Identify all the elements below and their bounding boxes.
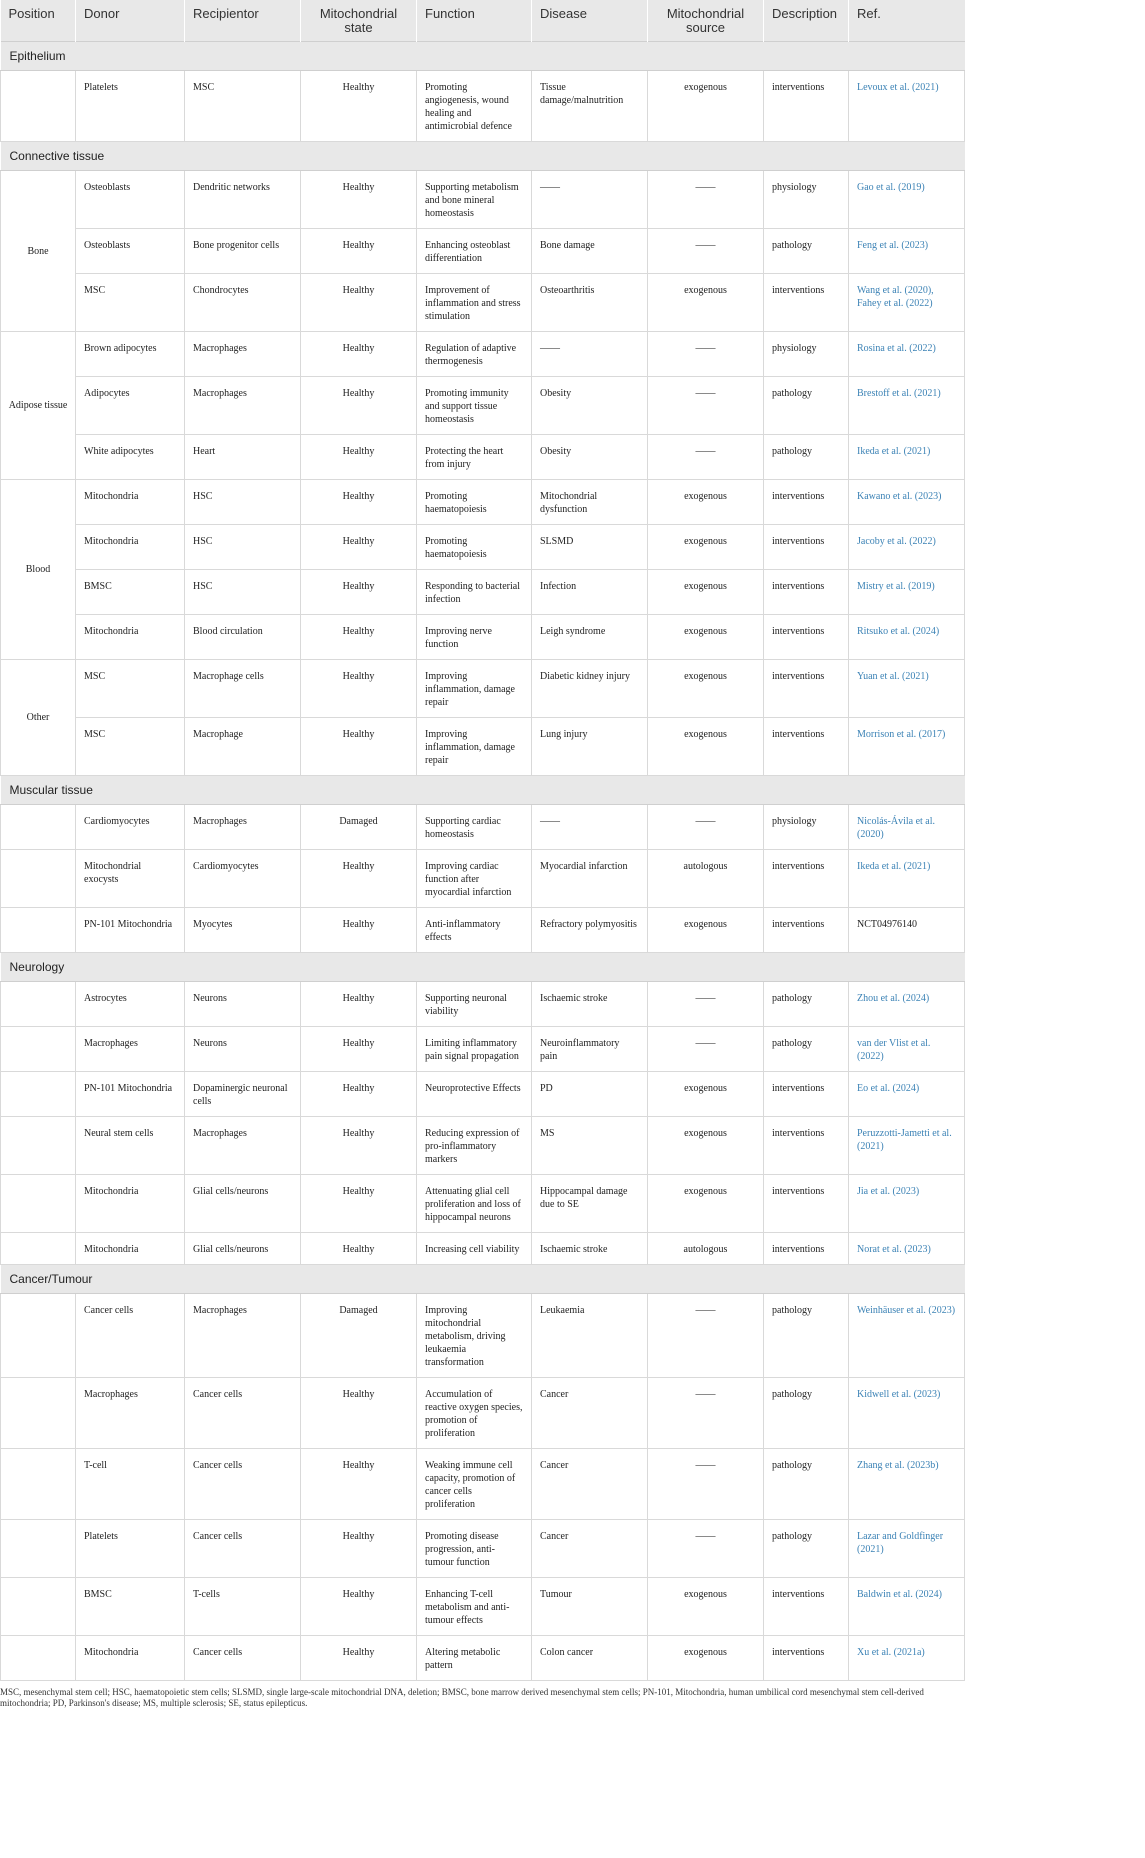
- function-cell: Protecting the heart from injury: [417, 435, 532, 480]
- position-cell: [1, 1449, 76, 1520]
- position-cell: [1, 850, 76, 908]
- table-row: [1, 660, 965, 718]
- table-row: [1, 480, 965, 525]
- source-cell: exogenous: [648, 570, 764, 615]
- header-mitochondrial-state: Mitochondrial state: [301, 0, 417, 42]
- description-cell: physiology: [764, 171, 849, 229]
- section-row: [1, 953, 965, 982]
- header-donor: Donor: [76, 0, 185, 42]
- source-cell: ——: [648, 377, 764, 435]
- description-cell: interventions: [764, 570, 849, 615]
- description-cell: pathology: [764, 1378, 849, 1449]
- description-cell: pathology: [764, 1027, 849, 1072]
- donor-cell: MSC: [76, 718, 185, 776]
- disease-cell: Cancer: [532, 1520, 648, 1578]
- description-cell: interventions: [764, 660, 849, 718]
- position-cell: [1, 805, 76, 850]
- function-cell: Increasing cell viability: [417, 1233, 532, 1265]
- state-cell: Healthy: [301, 1117, 417, 1175]
- section-title: Muscular tissue: [1, 776, 965, 805]
- description-cell: physiology: [764, 805, 849, 850]
- recipient-cell: MSC: [185, 71, 301, 142]
- recipient-cell: HSC: [185, 525, 301, 570]
- recipient-cell: Macrophages: [185, 332, 301, 377]
- section-row: [1, 1265, 965, 1294]
- recipient-cell: Bone progenitor cells: [185, 229, 301, 274]
- state-cell: Healthy: [301, 435, 417, 480]
- position-cell: [1, 1636, 76, 1681]
- source-cell: exogenous: [648, 1175, 764, 1233]
- recipient-cell: Chondrocytes: [185, 274, 301, 332]
- table-row: [1, 1378, 965, 1449]
- description-cell: pathology: [764, 377, 849, 435]
- source-cell: exogenous: [648, 1636, 764, 1681]
- state-cell: Healthy: [301, 1175, 417, 1233]
- table-row: [1, 1449, 965, 1520]
- state-cell: Healthy: [301, 982, 417, 1027]
- source-cell: exogenous: [648, 480, 764, 525]
- description-cell: interventions: [764, 525, 849, 570]
- function-cell: Altering metabolic pattern: [417, 1636, 532, 1681]
- state-cell: Healthy: [301, 1520, 417, 1578]
- function-cell: Supporting metabolism and bone mineral homeostasis: [417, 171, 532, 229]
- ref-cell[interactable]: Baldwin et al. (2024): [849, 1578, 965, 1636]
- disease-cell: Refractory polymyositis: [532, 908, 648, 953]
- source-cell: ——: [648, 1378, 764, 1449]
- state-cell: Healthy: [301, 615, 417, 660]
- recipient-cell: Cancer cells: [185, 1520, 301, 1578]
- donor-cell: Platelets: [76, 71, 185, 142]
- header-position: Position: [1, 0, 76, 42]
- function-cell: Anti-inflammatory effects: [417, 908, 532, 953]
- state-cell: Damaged: [301, 1294, 417, 1378]
- position-cell: Adipose tissue: [1, 332, 76, 480]
- table-row: [1, 525, 965, 570]
- disease-cell: Obesity: [532, 377, 648, 435]
- source-cell: exogenous: [648, 718, 764, 776]
- ref-cell[interactable]: Peruzzotti-Jametti et al. (2021): [849, 1117, 965, 1175]
- function-cell: Improving inflammation, damage repair: [417, 660, 532, 718]
- state-cell: Healthy: [301, 1578, 417, 1636]
- section-title: Connective tissue: [1, 142, 965, 171]
- function-cell: Promoting haematopoiesis: [417, 525, 532, 570]
- function-cell: Improving inflammation, damage repair: [417, 718, 532, 776]
- position-cell: Bone: [1, 171, 76, 332]
- ref-cell[interactable]: Weinhäuser et al. (2023): [849, 1294, 965, 1378]
- description-cell: interventions: [764, 1117, 849, 1175]
- ref-cell[interactable]: Jia et al. (2023): [849, 1175, 965, 1233]
- donor-cell: Osteoblasts: [76, 229, 185, 274]
- section-title: Epithelium: [1, 42, 965, 71]
- source-cell: exogenous: [648, 525, 764, 570]
- state-cell: Healthy: [301, 1072, 417, 1117]
- disease-cell: Lung injury: [532, 718, 648, 776]
- state-cell: Healthy: [301, 850, 417, 908]
- ref-cell[interactable]: Wang et al. (2020), Fahey et al. (2022): [849, 274, 965, 332]
- disease-cell: ——: [532, 171, 648, 229]
- donor-cell: BMSC: [76, 1578, 185, 1636]
- table-row: [1, 377, 965, 435]
- description-cell: interventions: [764, 1233, 849, 1265]
- ref-cell[interactable]: Jacoby et al. (2022): [849, 525, 965, 570]
- table-row: [1, 718, 965, 776]
- state-cell: Healthy: [301, 1027, 417, 1072]
- function-cell: Reducing expression of pro-inflammatory markers: [417, 1117, 532, 1175]
- position-cell: [1, 1233, 76, 1265]
- table-row: [1, 1636, 965, 1681]
- recipient-cell: HSC: [185, 570, 301, 615]
- disease-cell: Leigh syndrome: [532, 615, 648, 660]
- recipient-cell: Glial cells/neurons: [185, 1233, 301, 1265]
- source-cell: exogenous: [648, 274, 764, 332]
- state-cell: Healthy: [301, 229, 417, 274]
- disease-cell: Bone damage: [532, 229, 648, 274]
- table-row: [1, 1294, 965, 1378]
- recipient-cell: Blood circulation: [185, 615, 301, 660]
- ref-cell[interactable]: Feng et al. (2023): [849, 229, 965, 274]
- source-cell: autologous: [648, 1233, 764, 1265]
- recipient-cell: Cancer cells: [185, 1636, 301, 1681]
- donor-cell: PN-101 Mitochondria: [76, 1072, 185, 1117]
- donor-cell: T-cell: [76, 1449, 185, 1520]
- donor-cell: Cardiomyocytes: [76, 805, 185, 850]
- function-cell: Limiting inflammatory pain signal propagation: [417, 1027, 532, 1072]
- state-cell: Healthy: [301, 570, 417, 615]
- state-cell: Healthy: [301, 332, 417, 377]
- position-cell: [1, 1072, 76, 1117]
- ref-cell: NCT04976140: [849, 908, 965, 953]
- donor-cell: Osteoblasts: [76, 171, 185, 229]
- state-cell: Healthy: [301, 71, 417, 142]
- recipient-cell: Cardiomyocytes: [185, 850, 301, 908]
- donor-cell: Mitochondria: [76, 525, 185, 570]
- source-cell: exogenous: [648, 1117, 764, 1175]
- position-cell: [1, 908, 76, 953]
- table-row: [1, 850, 965, 908]
- donor-cell: Mitochondria: [76, 480, 185, 525]
- source-cell: ——: [648, 1520, 764, 1578]
- description-cell: interventions: [764, 615, 849, 660]
- donor-cell: BMSC: [76, 570, 185, 615]
- table-row: [1, 1117, 965, 1175]
- source-cell: autologous: [648, 850, 764, 908]
- ref-cell[interactable]: Yuan et al. (2021): [849, 660, 965, 718]
- ref-cell[interactable]: Xu et al. (2021a): [849, 1636, 965, 1681]
- function-cell: Improving mitochondrial metabolism, driving leukaemia transformation: [417, 1294, 532, 1378]
- ref-cell[interactable]: Ikeda et al. (2021): [849, 435, 965, 480]
- donor-cell: Neural stem cells: [76, 1117, 185, 1175]
- donor-cell: Macrophages: [76, 1378, 185, 1449]
- source-cell: exogenous: [648, 615, 764, 660]
- ref-cell[interactable]: van der Vlist et al. (2022): [849, 1027, 965, 1072]
- state-cell: Healthy: [301, 274, 417, 332]
- section-row: [1, 142, 965, 171]
- description-cell: pathology: [764, 435, 849, 480]
- donor-cell: Platelets: [76, 1520, 185, 1578]
- state-cell: Healthy: [301, 1636, 417, 1681]
- table-row: [1, 1072, 965, 1117]
- function-cell: Regulation of adaptive thermogenesis: [417, 332, 532, 377]
- disease-cell: Cancer: [532, 1449, 648, 1520]
- disease-cell: SLSMD: [532, 525, 648, 570]
- disease-cell: Tissue damage/malnutrition: [532, 71, 648, 142]
- table-footnote: MSC, mesenchymal stem cell; HSC, haematopoietic stem cells; SLSMD, single large-scale mitochondrial DNA, deletion; BMSC, bone marrow derived mesenchymal stem cells; PN-101, Mitochondria, human umbilical cord mesenchymal stem cell-derived mitochondria; PD, Parkinson's disease; MS, multiple sclerosis; SE, status epilepticus.: [0, 1687, 924, 1708]
- ref-cell[interactable]: Norat et al. (2023): [849, 1233, 965, 1265]
- function-cell: Enhancing osteoblast differentiation: [417, 229, 532, 274]
- source-cell: ——: [648, 982, 764, 1027]
- disease-cell: Osteoarthritis: [532, 274, 648, 332]
- table-row: [1, 1175, 965, 1233]
- section-title: Cancer/Tumour: [1, 1265, 965, 1294]
- disease-cell: Diabetic kidney injury: [532, 660, 648, 718]
- description-cell: interventions: [764, 1578, 849, 1636]
- table-row: [1, 332, 965, 377]
- source-cell: ——: [648, 1294, 764, 1378]
- function-cell: Accumulation of reactive oxygen species, promotion of proliferation: [417, 1378, 532, 1449]
- position-cell: [1, 1520, 76, 1578]
- state-cell: Healthy: [301, 525, 417, 570]
- position-cell: [1, 1175, 76, 1233]
- table-row: [1, 1027, 965, 1072]
- ref-cell[interactable]: Levoux et al. (2021): [849, 71, 965, 142]
- ref-cell[interactable]: Brestoff et al. (2021): [849, 377, 965, 435]
- recipient-cell: Heart: [185, 435, 301, 480]
- description-cell: pathology: [764, 1294, 849, 1378]
- state-cell: Healthy: [301, 660, 417, 718]
- function-cell: Improvement of inflammation and stress stimulation: [417, 274, 532, 332]
- donor-cell: Mitochondria: [76, 615, 185, 660]
- state-cell: Healthy: [301, 1449, 417, 1520]
- state-cell: Healthy: [301, 480, 417, 525]
- source-cell: ——: [648, 1027, 764, 1072]
- table-row: [1, 171, 965, 229]
- state-cell: Healthy: [301, 171, 417, 229]
- table-row: [1, 615, 965, 660]
- ref-cell[interactable]: Zhou et al. (2024): [849, 982, 965, 1027]
- function-cell: Promoting angiogenesis, wound healing and antimicrobial defence: [417, 71, 532, 142]
- recipient-cell: Macrophages: [185, 1117, 301, 1175]
- recipient-cell: Cancer cells: [185, 1449, 301, 1520]
- function-cell: Supporting neuronal viability: [417, 982, 532, 1027]
- recipient-cell: Cancer cells: [185, 1378, 301, 1449]
- table-row: [1, 1578, 965, 1636]
- source-cell: exogenous: [648, 1578, 764, 1636]
- position-cell: [1, 982, 76, 1027]
- donor-cell: PN-101 Mitochondria: [76, 908, 185, 953]
- donor-cell: White adipocytes: [76, 435, 185, 480]
- source-cell: exogenous: [648, 660, 764, 718]
- disease-cell: Tumour: [532, 1578, 648, 1636]
- table-row: [1, 274, 965, 332]
- disease-cell: Infection: [532, 570, 648, 615]
- function-cell: Attenuating glial cell proliferation and loss of hippocampal neurons: [417, 1175, 532, 1233]
- recipient-cell: Dendritic networks: [185, 171, 301, 229]
- donor-cell: MSC: [76, 274, 185, 332]
- ref-cell[interactable]: Lazar and Goldfinger (2021): [849, 1520, 965, 1578]
- description-cell: interventions: [764, 274, 849, 332]
- function-cell: Responding to bacterial infection: [417, 570, 532, 615]
- source-cell: exogenous: [648, 1072, 764, 1117]
- table-row: [1, 1233, 965, 1265]
- description-cell: pathology: [764, 1449, 849, 1520]
- function-cell: Weaking immune cell capacity, promotion of cancer cells proliferation: [417, 1449, 532, 1520]
- state-cell: Healthy: [301, 377, 417, 435]
- description-cell: pathology: [764, 982, 849, 1027]
- donor-cell: Cancer cells: [76, 1294, 185, 1378]
- function-cell: Supporting cardiac homeostasis: [417, 805, 532, 850]
- disease-cell: Colon cancer: [532, 1636, 648, 1681]
- position-cell: Blood: [1, 480, 76, 660]
- recipient-cell: HSC: [185, 480, 301, 525]
- recipient-cell: Macrophages: [185, 1294, 301, 1378]
- disease-cell: ——: [532, 805, 648, 850]
- ref-cell[interactable]: Morrison et al. (2017): [849, 718, 965, 776]
- position-cell: [1, 1294, 76, 1378]
- donor-cell: Mitochondrial exocysts: [76, 850, 185, 908]
- ref-cell[interactable]: Zhang et al. (2023b): [849, 1449, 965, 1520]
- source-cell: ——: [648, 332, 764, 377]
- donor-cell: Macrophages: [76, 1027, 185, 1072]
- source-cell: ——: [648, 1449, 764, 1520]
- ref-cell[interactable]: Eo et al. (2024): [849, 1072, 965, 1117]
- recipient-cell: Neurons: [185, 982, 301, 1027]
- ref-cell[interactable]: Kidwell et al. (2023): [849, 1378, 965, 1449]
- recipient-cell: Neurons: [185, 1027, 301, 1072]
- disease-cell: Leukaemia: [532, 1294, 648, 1378]
- source-cell: exogenous: [648, 908, 764, 953]
- header-row: [1, 0, 965, 42]
- function-cell: Promoting immunity and support tissue homeostasis: [417, 377, 532, 435]
- position-cell: [1, 1578, 76, 1636]
- recipient-cell: Macrophage: [185, 718, 301, 776]
- function-cell: Improving nerve function: [417, 615, 532, 660]
- donor-cell: Mitochondria: [76, 1636, 185, 1681]
- function-cell: Promoting disease progression, anti-tumour function: [417, 1520, 532, 1578]
- disease-cell: Ischaemic stroke: [532, 982, 648, 1027]
- description-cell: interventions: [764, 718, 849, 776]
- function-cell: Enhancing T-cell metabolism and anti-tumour effects: [417, 1578, 532, 1636]
- ref-cell[interactable]: Rosina et al. (2022): [849, 332, 965, 377]
- position-cell: [1, 1117, 76, 1175]
- recipient-cell: Glial cells/neurons: [185, 1175, 301, 1233]
- header-recipient: Recipientor: [185, 0, 301, 42]
- description-cell: interventions: [764, 480, 849, 525]
- section-row: [1, 42, 965, 71]
- header-mitochondrial-source: Mitochondrial source: [648, 0, 764, 42]
- donor-cell: Astrocytes: [76, 982, 185, 1027]
- section-title: Neurology: [1, 953, 965, 982]
- disease-cell: Myocardial infarction: [532, 850, 648, 908]
- state-cell: Healthy: [301, 718, 417, 776]
- recipient-cell: T-cells: [185, 1578, 301, 1636]
- header-disease: Disease: [532, 0, 648, 42]
- description-cell: pathology: [764, 229, 849, 274]
- donor-cell: Brown adipocytes: [76, 332, 185, 377]
- ref-cell[interactable]: Ritsuko et al. (2024): [849, 615, 965, 660]
- function-cell: Promoting haematopoiesis: [417, 480, 532, 525]
- source-cell: ——: [648, 805, 764, 850]
- disease-cell: ——: [532, 332, 648, 377]
- section-row: [1, 776, 965, 805]
- state-cell: Healthy: [301, 1233, 417, 1265]
- table-row: [1, 1520, 965, 1578]
- recipient-cell: Myocytes: [185, 908, 301, 953]
- recipient-cell: Macrophages: [185, 805, 301, 850]
- description-cell: interventions: [764, 1636, 849, 1681]
- disease-cell: Hippocampal damage due to SE: [532, 1175, 648, 1233]
- source-cell: ——: [648, 171, 764, 229]
- description-cell: interventions: [764, 1175, 849, 1233]
- description-cell: interventions: [764, 71, 849, 142]
- header-description: Description: [764, 0, 849, 42]
- state-cell: Damaged: [301, 805, 417, 850]
- position-cell: [1, 1378, 76, 1449]
- description-cell: interventions: [764, 1072, 849, 1117]
- ref-cell[interactable]: Ikeda et al. (2021): [849, 850, 965, 908]
- disease-cell: Obesity: [532, 435, 648, 480]
- position-cell: [1, 1027, 76, 1072]
- recipient-cell: Dopaminergic neuronal cells: [185, 1072, 301, 1117]
- state-cell: Healthy: [301, 1378, 417, 1449]
- ref-cell[interactable]: Gao et al. (2019): [849, 171, 965, 229]
- header-ref: Ref.: [849, 0, 965, 42]
- disease-cell: Neuroinflammatory pain: [532, 1027, 648, 1072]
- table-row: [1, 570, 965, 615]
- donor-cell: Mitochondria: [76, 1175, 185, 1233]
- disease-cell: Mitochondrial dysfunction: [532, 480, 648, 525]
- table-body: [1, 42, 965, 1681]
- position-cell: [1, 71, 76, 142]
- table-row: [1, 435, 965, 480]
- table-row: [1, 982, 965, 1027]
- source-cell: ——: [648, 435, 764, 480]
- donor-cell: MSC: [76, 660, 185, 718]
- donor-cell: Mitochondria: [76, 1233, 185, 1265]
- table-row: [1, 71, 965, 142]
- disease-cell: PD: [532, 1072, 648, 1117]
- state-cell: Healthy: [301, 908, 417, 953]
- header-function: Function: [417, 0, 532, 42]
- position-cell: Other: [1, 660, 76, 776]
- ref-cell[interactable]: Nicolás-Ávila et al. (2020): [849, 805, 965, 850]
- description-cell: interventions: [764, 850, 849, 908]
- ref-cell[interactable]: Kawano et al. (2023): [849, 480, 965, 525]
- source-cell: exogenous: [648, 71, 764, 142]
- function-cell: Improving cardiac function after myocardial infarction: [417, 850, 532, 908]
- recipient-cell: Macrophage cells: [185, 660, 301, 718]
- recipient-cell: Macrophages: [185, 377, 301, 435]
- disease-cell: Cancer: [532, 1378, 648, 1449]
- disease-cell: Ischaemic stroke: [532, 1233, 648, 1265]
- function-cell: Neuroprotective Effects: [417, 1072, 532, 1117]
- donor-cell: Adipocytes: [76, 377, 185, 435]
- table-row: [1, 908, 965, 953]
- description-cell: physiology: [764, 332, 849, 377]
- description-cell: interventions: [764, 908, 849, 953]
- source-cell: ——: [648, 229, 764, 274]
- disease-cell: MS: [532, 1117, 648, 1175]
- table-row: [1, 805, 965, 850]
- ref-cell[interactable]: Mistry et al. (2019): [849, 570, 965, 615]
- table-row: [1, 229, 965, 274]
- description-cell: pathology: [764, 1520, 849, 1578]
